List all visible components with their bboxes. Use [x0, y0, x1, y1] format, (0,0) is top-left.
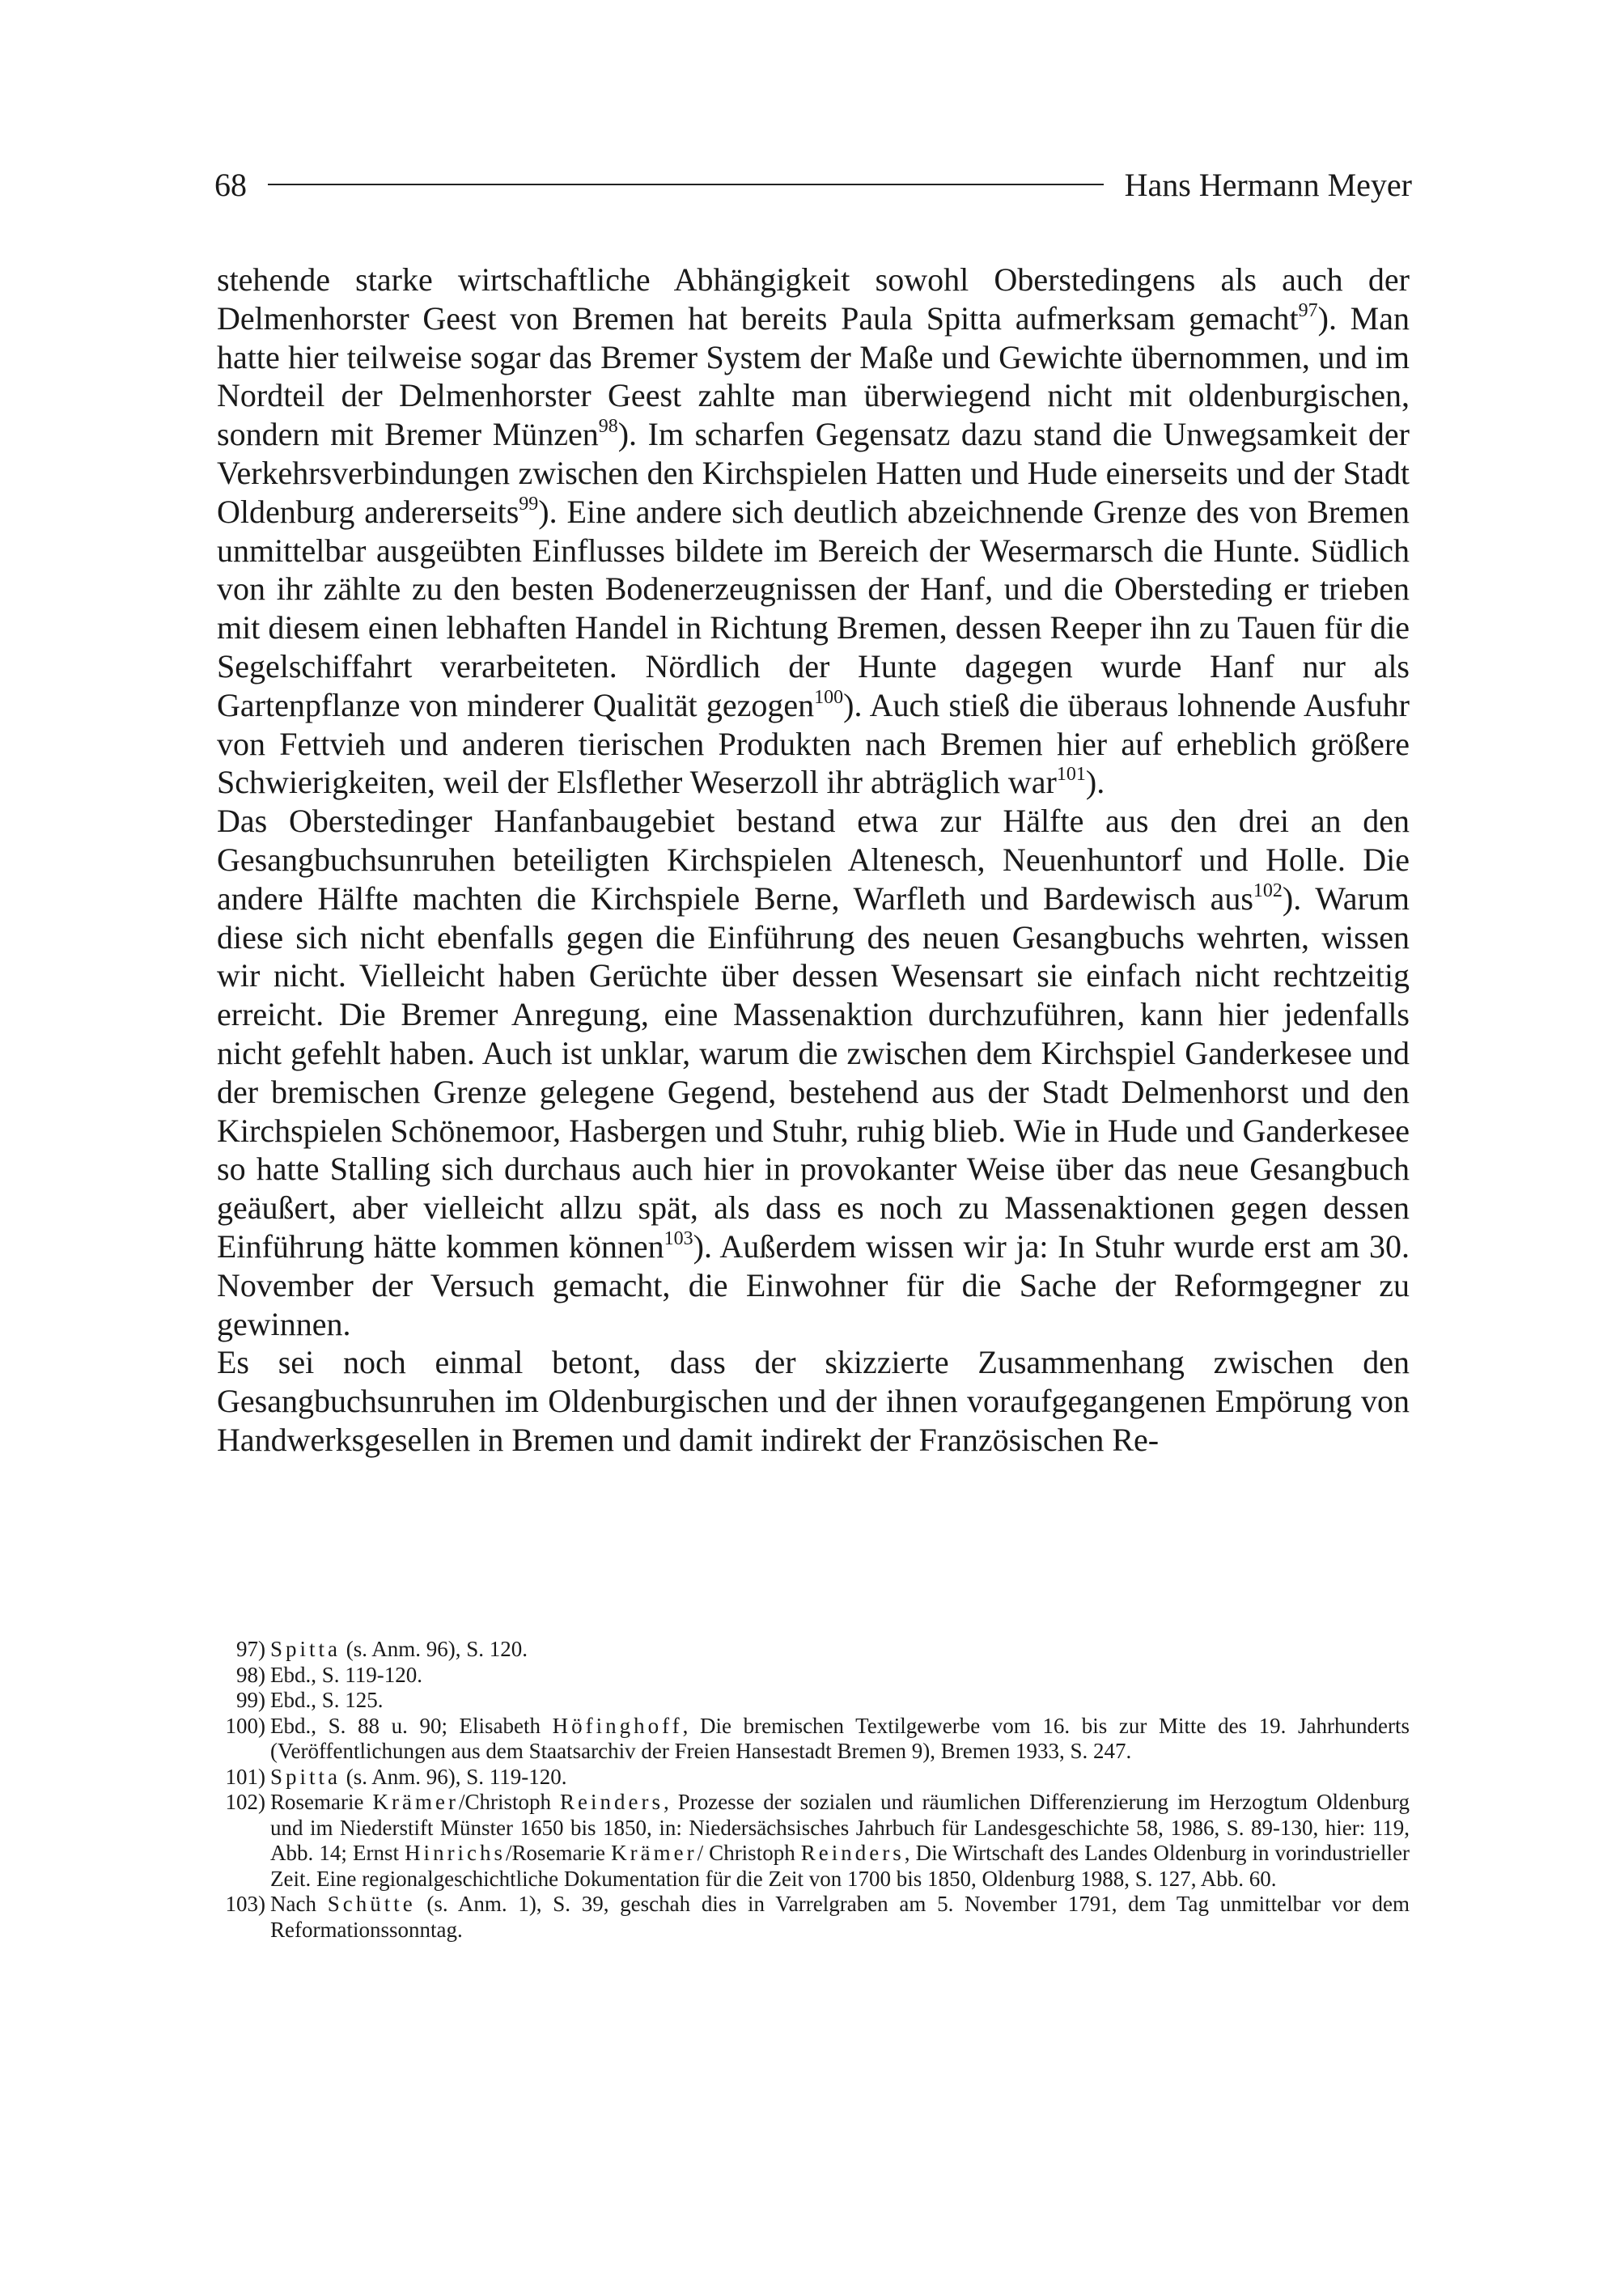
author-name: Hinrichs: [405, 1841, 507, 1865]
author-name: Krämer: [372, 1790, 459, 1814]
footnote-text: [270, 1637, 1410, 1663]
footnote-ref: 102: [1253, 879, 1283, 901]
text-run: ). Eine andere sich deutlich abzeichnende Grenze des von Bremen unmittelbar ausgeübten Einflusses bildete im Bereich der Wesermarsch die Hunte. Südlich von ihr zählte zu den besten Bodenerzeugnissen der Hanf, und die Obersteding er trieben mit diesem einen lebhaften Handel in Richtung Bremen, dessen Reeper ihn zu Tauen für die Segelschiffahrt verarbeiteten. Nördlich der Hunte dagegen wurde Hanf nur als Gartenpflanze von minderer Qualität gezogen: [217, 493, 1410, 723]
text-run: / Christoph: [697, 1841, 801, 1865]
footnote: [217, 1688, 1410, 1714]
footnote-text: [270, 1790, 1410, 1892]
footnote-text: [270, 1688, 1410, 1714]
paragraph: [217, 1343, 1410, 1459]
footnote-text: [270, 1663, 1410, 1689]
footnote-text: [270, 1765, 1410, 1791]
text-run: Nach: [270, 1892, 328, 1916]
paragraph: [217, 261, 1410, 802]
page-number: 68: [214, 166, 247, 203]
text-run: (s. Anm. 1), S. 39, geschah dies in Varrelgraben am 5. November 1791, dem Tag unmittelbar vor dem Reformationssonntag.: [270, 1892, 1410, 1942]
text-run: , Die Wirtschaft des Landes Oldenburg in vorindustrieller Zeit. Eine regionalgeschichtliche Dokumentation für die Zeit von 1700 bis 1850, Oldenburg 1988, S. 127, Abb. 60.: [270, 1841, 1410, 1891]
footnote: [217, 1790, 1410, 1892]
author-name: Schütte: [327, 1892, 416, 1916]
text-run: Ebd., S. 88 u. 90; Elisabeth: [270, 1713, 553, 1738]
text-run: ). Auch stieß die überaus lohnende Ausfuhr von Fettvieh und anderen tierischen Produkten nach Bremen hier auf erheblich größere Schwierigkeiten, weil der Elsflether Weserzoll ihr abträglich war: [217, 686, 1410, 801]
text-run: /Christoph: [458, 1790, 560, 1814]
footnote: [217, 1765, 1410, 1791]
footnote-ref: 99: [519, 493, 539, 515]
text-run: Es sei noch einmal betont, dass der skizzierte Zusammenhang zwischen den Gesangbuchsunruhen im Oldenburgischen und der ihnen voraufgegangenen Empörung von Handwerksgesellen in Bremen und damit indirekt der Französischen Re-: [217, 1344, 1410, 1458]
footnote-ref: 98: [598, 416, 618, 438]
footnote: [217, 1714, 1410, 1765]
text-run: ). Man hatte hier teilweise sogar das Bremer System der Maße und Gewichte übernommen, und im Nordteil der Delmenhorster Geest zahlte man überwiegend nicht mit oldenburgischen, sondern mit Bremer Münzen: [217, 299, 1410, 453]
header-rule: [268, 184, 1104, 185]
footnote: [217, 1663, 1410, 1689]
footnote-number: 100): [225, 1713, 265, 1738]
footnote: [217, 1637, 1410, 1663]
footnote: [217, 1892, 1410, 1943]
footnote-number: 97): [236, 1637, 265, 1661]
text-run: Ebd., S. 125.: [270, 1688, 384, 1712]
text-run: ). Außerdem wissen wir ja: In Stuhr wurde erst am 30. November der Versuch gemacht, die Einwohner für die Sache der Reformgegner zu gewinnen.: [217, 1227, 1410, 1342]
footnote-number: 103): [225, 1892, 265, 1916]
footnote-ref: 100: [814, 686, 844, 708]
text-run: ). Warum diese sich nicht ebenfalls gegen die Einführung des neuen Gesangbuchs wehrten, wissen wir nicht. Vielleicht haben Gerüchte über dessen Wesensart sie einfach nicht rechtzeitig erreicht. Die Bremer Anregung, eine Massenaktion durchzuführen, kann hier jedenfalls nicht gefehlt haben. Auch ist unklar, warum die zwischen dem Kirchspiel Ganderkesee und der bremischen Grenze gelegene Gegend, bestehend aus der Stadt Delmenhorst und den Kirchspielen Schönemoor, Hasbergen und Stuhr, ruhig blieb. Wie in Hude und Ganderkesee so hatte Stalling sich durchaus auch hier in provokanter Weise über das neue Gesangbuch geäußert, aber vielleicht allzu spät, als dass es noch zu Massenaktionen gegen dessen Einführung hätte kommen können: [217, 879, 1410, 1265]
running-head-author: Hans Hermann Meyer: [1124, 166, 1412, 203]
author-name: Reinders: [800, 1841, 905, 1865]
text-run: ). Im scharfen Gegensatz dazu stand die Unwegsamkeit der Verkehrsverbindungen zwischen den Kirchspielen Hatten und Hude einerseits und der Stadt Oldenburg andererseits: [217, 416, 1410, 530]
footnote-number: 101): [225, 1764, 265, 1789]
author-name: Spitta: [270, 1764, 341, 1789]
text-run: (s. Anm. 96), S. 120.: [341, 1637, 528, 1661]
footnote-ref: 97: [1298, 299, 1318, 321]
author-name: Spitta: [270, 1637, 341, 1661]
text-run: (s. Anm. 96), S. 119-120.: [341, 1764, 567, 1789]
footnote-ref: 101: [1056, 764, 1086, 786]
text-run: stehende starke wirtschaftliche Abhängigkeit sowohl Oberstedingens als auch der Delmenhorster Geest von Bremen hat bereits Paula Spitta aufmerksam gemacht: [217, 261, 1410, 337]
text-run: /Rosemarie: [506, 1841, 612, 1865]
footnote-number: 98): [236, 1662, 265, 1687]
running-head: [214, 160, 1412, 209]
author-name: Krämer: [611, 1841, 698, 1865]
footnote-number: 102): [225, 1790, 265, 1814]
footnote-text: [270, 1892, 1410, 1943]
text-run: , Die bremischen Textilgewerbe vom 16. bis zur Mitte des 19. Jahrhunderts (Veröffentlichungen aus dem Staatsarchiv der Freien Hansestadt Bremen 9), Bremen 1933, S. 247.: [270, 1713, 1410, 1763]
author-name: Reinders: [559, 1790, 664, 1814]
footnote-ref: 103: [664, 1227, 693, 1249]
footnotes: [217, 1637, 1410, 1943]
footnote-text: [270, 1714, 1410, 1765]
author-name: Höfinghoff: [552, 1713, 683, 1738]
text-run: Das Oberstedinger Hanfanbaugebiet bestand etwa zur Hälfte aus den drei an den Gesangbuchsunruhen beteiligten Kirchspielen Altenesch, Neuenhuntorf und Holle. Die andere Hälfte machten die Kirchspiele Berne, Warfleth und Bardewisch aus: [217, 803, 1410, 917]
text-run: , Prozesse der sozialen und räumlichen Differenzierung im Herzogtum Oldenburg und im Niederstift Münster 1650 bis 1850, in: Niedersächsisches Jahrbuch für Landesgeschichte 58, 1986, S. 89-130, hier: 119, Abb. 14; Ernst: [270, 1790, 1410, 1865]
paragraph: [217, 802, 1410, 1343]
text-run: Rosemarie: [270, 1790, 373, 1814]
body-text: [217, 261, 1410, 1460]
text-run: ).: [1085, 764, 1105, 801]
text-run: Ebd., S. 119-120.: [270, 1662, 422, 1687]
footnote-number: 99): [236, 1688, 265, 1712]
